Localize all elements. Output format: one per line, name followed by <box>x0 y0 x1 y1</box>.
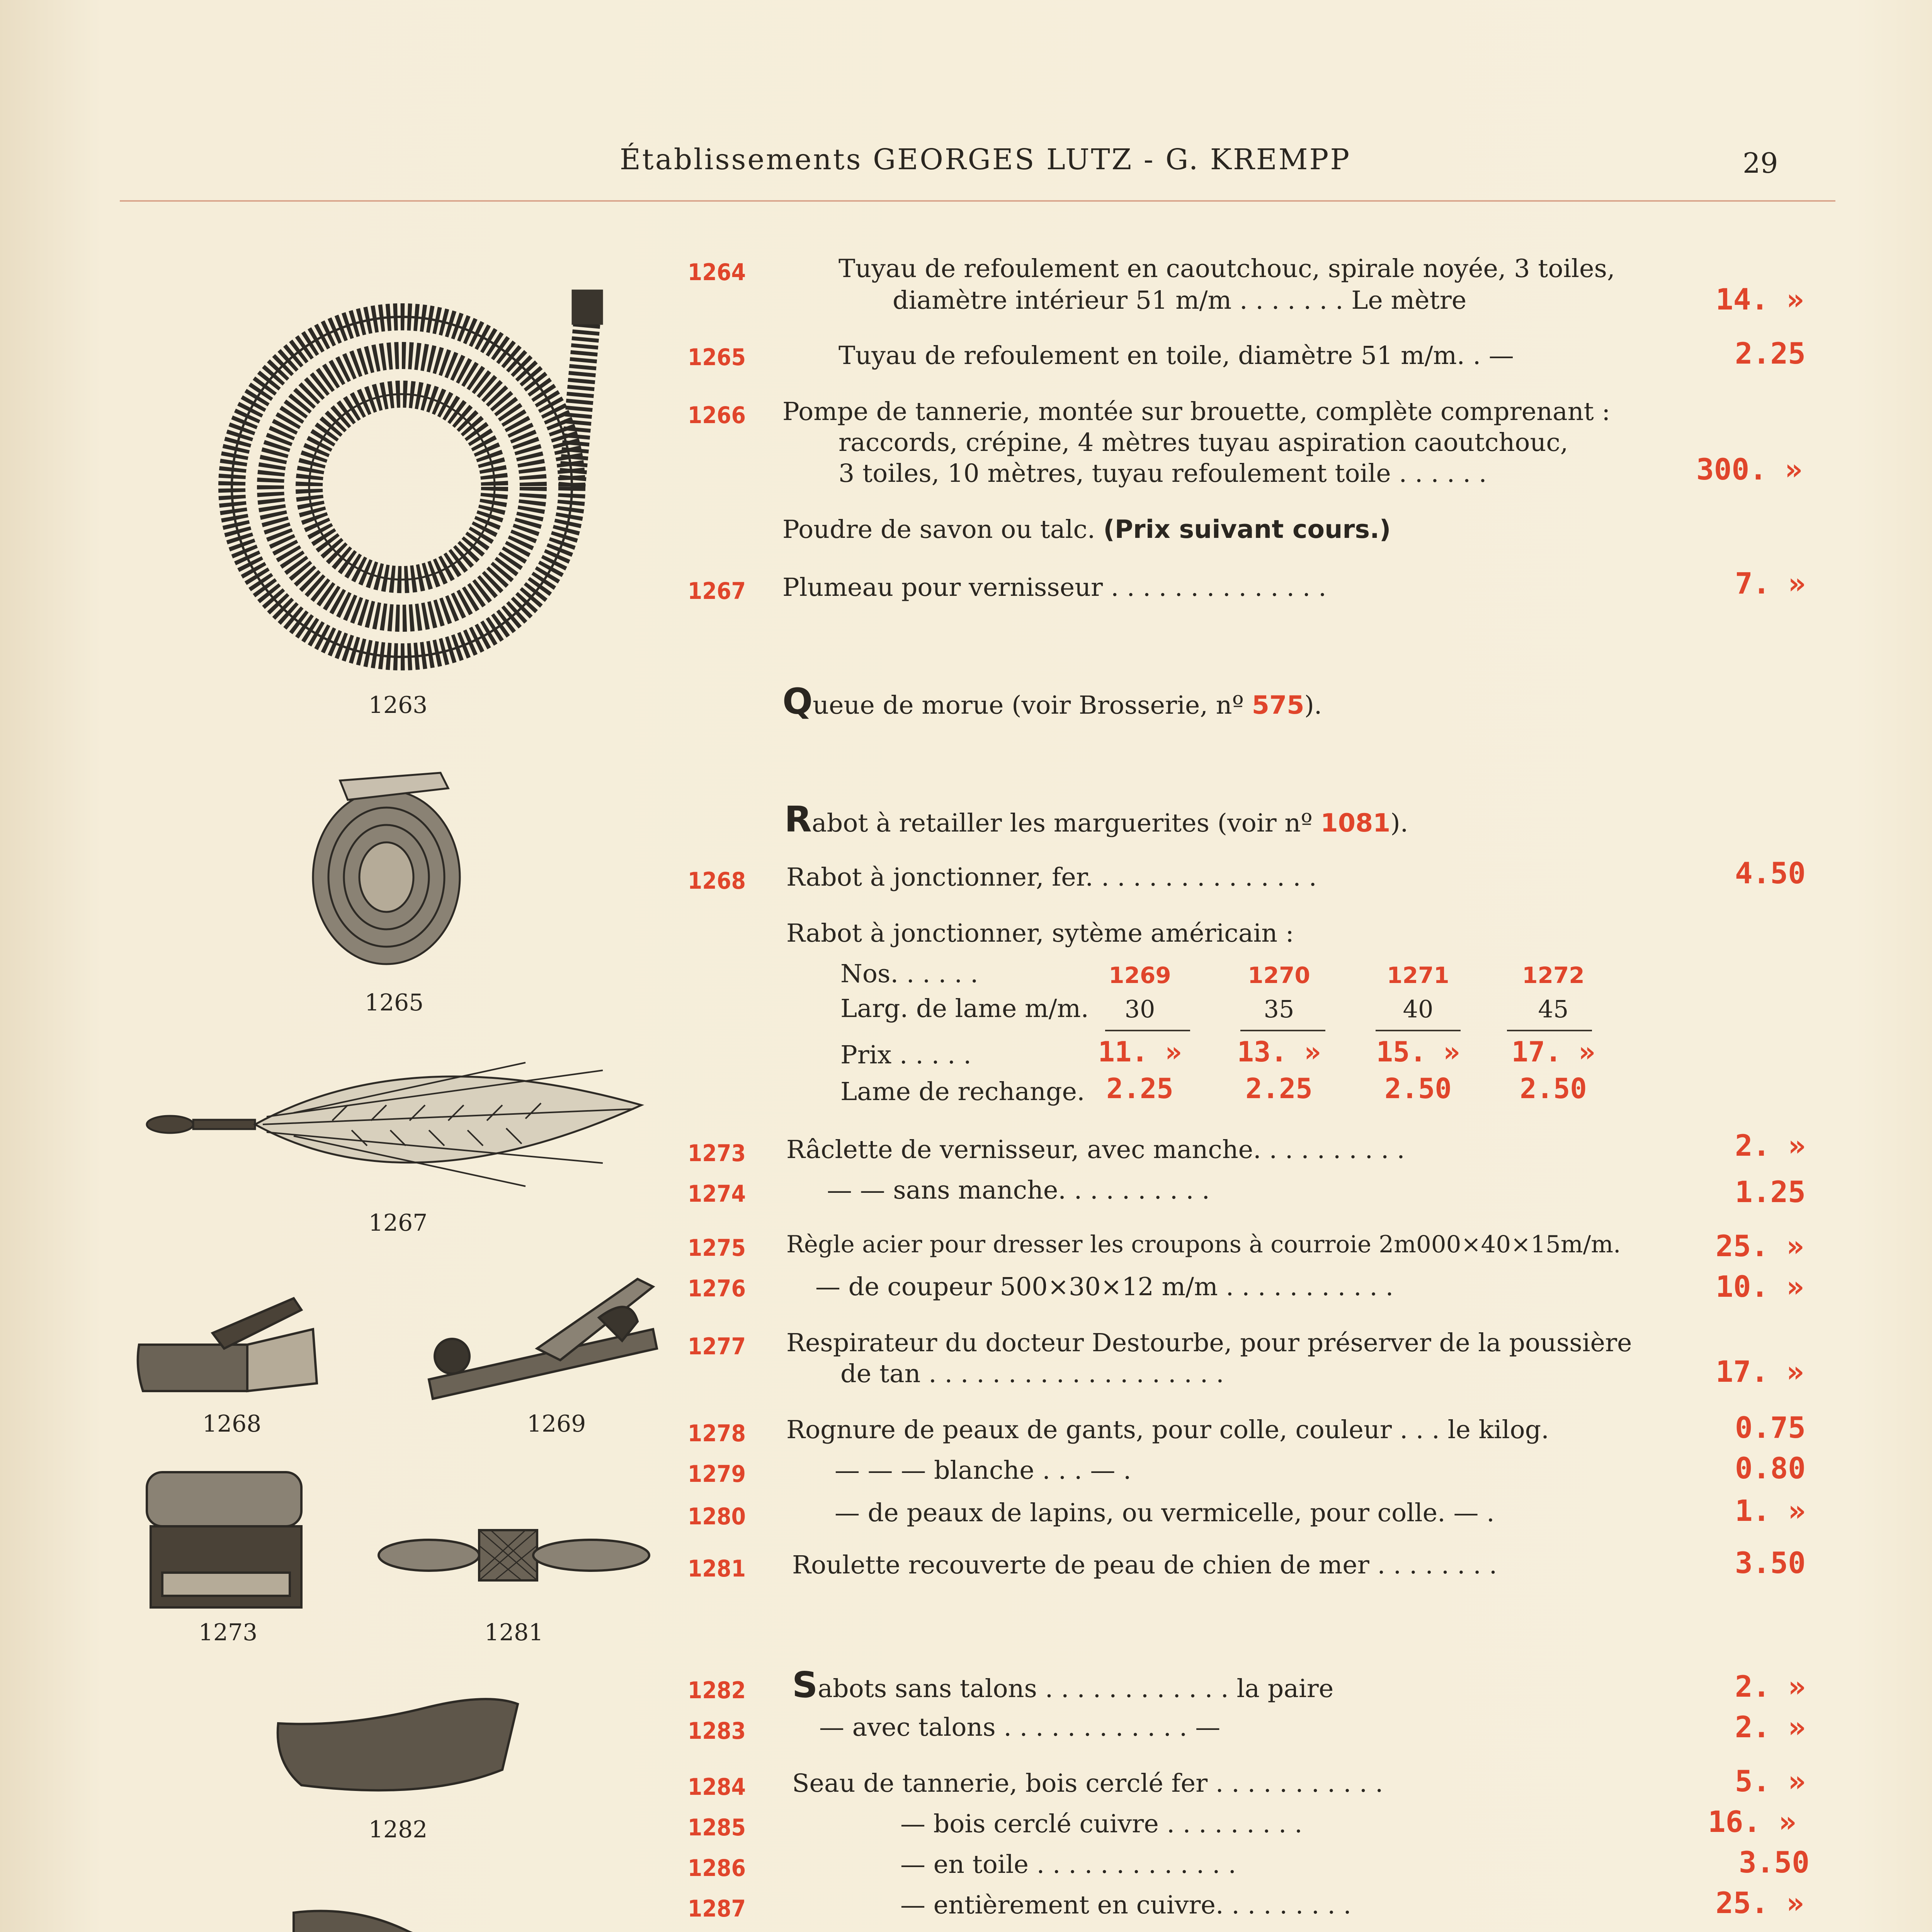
item-1280-text: — de peaux de lapins, ou vermicelle, pour colle. — . <box>835 1498 1495 1527</box>
item-1281-price: 3.50 <box>1735 1546 1806 1580</box>
table-col-no: 1272 <box>1522 962 1585 988</box>
queue-initial: Q <box>782 681 813 722</box>
rabot-ref-text: abot à retailler les marguerites (voir nº <box>811 809 1313 838</box>
item-1277-line1: Respirateur du docteur Destourbe, pour préserver de la poussière <box>786 1328 1632 1357</box>
item-1275-price: 25. » <box>1716 1229 1804 1263</box>
item-1277-price: 17. » <box>1716 1354 1804 1389</box>
item-number-1273: 1273 <box>687 1140 746 1167</box>
caption-1269: 1269 <box>527 1410 586 1437</box>
item-1284-price: 5. » <box>1735 1764 1806 1798</box>
item-1279-price: 0.80 <box>1735 1451 1806 1485</box>
item-1264-line2: diamètre intérieur 51 m/m . . . . . . . Le mètre <box>893 286 1467 315</box>
item-1266-line1: Pompe de tannerie, montée sur brouette, complète comprenant : <box>782 397 1611 426</box>
table-col-larg: 30 <box>1124 995 1155 1023</box>
item-number-1282: 1282 <box>687 1677 746 1704</box>
item-1265-text: Tuyau de refoulement en toile, diamètre 51 m/m. . — <box>838 341 1514 370</box>
item-1268-text: Rabot à jonctionner, fer. . . . . . . . . . . . . . . <box>786 863 1317 892</box>
sabots-initial: S <box>792 1664 818 1706</box>
item-number-1287: 1287 <box>687 1895 746 1922</box>
item-1268-price: 4.50 <box>1735 856 1806 890</box>
item-number-1268: 1268 <box>687 867 746 895</box>
item-number-1267: 1267 <box>687 578 746 605</box>
table-col-prix: 15. » <box>1376 1036 1460 1068</box>
item-1287-price: 25. » <box>1716 1886 1804 1920</box>
page-number: 29 <box>1743 147 1778 179</box>
item-1273-text: Râclette de vernisseur, avec manche. . . . . . . . . . <box>786 1135 1405 1164</box>
table-col-prix: 17. » <box>1511 1036 1595 1068</box>
table-col-no: 1270 <box>1248 962 1310 988</box>
item-1266-price: 300. » <box>1696 452 1803 486</box>
item-1264-line1: Tuyau de refoulement en caoutchouc, spirale noyée, 3 toiles, <box>838 254 1615 283</box>
caption-1273: 1273 <box>198 1619 258 1646</box>
item-1267-price: 7. » <box>1735 566 1806 600</box>
clog-heel-shape <box>294 1911 518 1932</box>
bench-plane-illustration <box>421 1264 661 1403</box>
poudre-note <box>782 514 1391 546</box>
table-row-larg-label: Larg. de lame m/m. <box>840 994 1089 1023</box>
table-col-larg: 45 <box>1538 995 1569 1023</box>
caption-1263: 1263 <box>368 692 428 719</box>
item-number-1277: 1277 <box>687 1333 746 1360</box>
item-1266-line2: raccords, crépine, 4 mètres tuyau aspiration caoutchouc, <box>838 428 1568 457</box>
clog-shape <box>278 1699 518 1790</box>
item-1275-text: Règle acier pour dresser les croupons à courroie 2m000×40×15m/m. <box>786 1231 1621 1258</box>
caption-1281: 1281 <box>484 1619 544 1646</box>
table-col-no: 1271 <box>1387 962 1449 988</box>
poudre-text: Poudre de savon ou talc. <box>782 515 1095 544</box>
table-col-no: 1269 <box>1109 962 1171 988</box>
feather-duster-illustration <box>139 1047 649 1209</box>
item-1277-line2: de tan . . . . . . . . . . . . . . . . . . . <box>840 1359 1224 1388</box>
item-1279-text: — — — blanche . . . — . <box>835 1456 1131 1485</box>
table-col-lame: 2.25 <box>1245 1072 1313 1105</box>
item-1267-text: Plumeau pour vernisseur . . . . . . . . . . . . . . <box>782 573 1327 602</box>
item-1282-text <box>792 1664 1334 1706</box>
clog-without-heel-illustration <box>270 1692 526 1801</box>
item-number-1281: 1281 <box>687 1555 746 1582</box>
item-1274-text: — — sans manche. . . . . . . . . . <box>827 1176 1210 1205</box>
sabots-text: abots sans talons . . . . . . . . . . . . la paire <box>818 1674 1334 1703</box>
item-number-1264: 1264 <box>687 259 746 286</box>
table-row-lame-label: Lame de rechange. <box>840 1077 1085 1106</box>
table-col-prix: 11. » <box>1098 1036 1182 1068</box>
item-number-1286: 1286 <box>687 1855 746 1882</box>
item-1278-text: Rognure de peaux de gants, pour colle, couleur . . . le kilog. <box>786 1415 1549 1444</box>
item-number-1274: 1274 <box>687 1180 746 1208</box>
table-col-prix: 13. » <box>1237 1036 1321 1068</box>
queue-ref-number[interactable]: 575 <box>1252 691 1304 720</box>
item-1282-price: 2. » <box>1735 1669 1806 1704</box>
caption-1282: 1282 <box>368 1816 428 1843</box>
item-number-1280: 1280 <box>687 1503 746 1530</box>
table-col-larg: 35 <box>1264 995 1294 1023</box>
queue-text: ueue de morue (voir Brosserie, nº <box>813 691 1244 720</box>
item-1283-text: — avec talons . . . . . . . . . . . . — <box>819 1713 1221 1742</box>
caption-1268: 1268 <box>202 1410 262 1437</box>
item-1280-price: 1. » <box>1735 1493 1806 1528</box>
item-number-1279: 1279 <box>687 1461 746 1488</box>
item-1284-text: Seau de tannerie, bois cerclé fer . . . . . . . . . . . <box>792 1769 1383 1798</box>
item-1276-text: — de coupeur 500×30×12 m/m . . . . . . . . . . . <box>815 1272 1394 1301</box>
rabot-americain-heading: Rabot à jonctionner, sytème américain : <box>786 919 1294 948</box>
rabot-ref-close: ). <box>1390 809 1408 838</box>
rabot-marguerites-ref <box>784 799 1408 840</box>
iron-plane-illustration <box>131 1294 332 1399</box>
item-1285-text: — bois cerclé cuivre . . . . . . . . . <box>900 1810 1303 1838</box>
table-col-lame: 2.50 <box>1384 1072 1452 1105</box>
item-number-1283: 1283 <box>687 1718 746 1745</box>
item-1264-price: 14. » <box>1716 282 1804 316</box>
table-rule <box>1507 1030 1592 1031</box>
flat-hose-roll-illustration <box>301 765 479 974</box>
table-row-prix-label: Prix . . . . . <box>840 1041 971 1070</box>
table-rule <box>1105 1030 1190 1031</box>
item-1265-price: 2.25 <box>1735 336 1806 371</box>
item-number-1276: 1276 <box>687 1275 746 1302</box>
item-1283-price: 2. » <box>1735 1710 1806 1744</box>
item-1274-price: 1.25 <box>1735 1175 1806 1209</box>
table-col-larg: 40 <box>1403 995 1434 1023</box>
item-number-1266: 1266 <box>687 402 746 429</box>
item-1286-text: — en toile . . . . . . . . . . . . . <box>900 1850 1236 1879</box>
item-1278-price: 0.75 <box>1735 1410 1806 1445</box>
queue-de-morue-ref <box>782 681 1322 722</box>
rabot-initial: R <box>784 799 812 840</box>
caption-1265: 1265 <box>364 989 424 1016</box>
table-row-nos-label: Nos. . . . . . <box>840 959 978 988</box>
queue-close: ). <box>1304 691 1322 720</box>
table-col-lame: 2.25 <box>1106 1072 1173 1105</box>
table-rule <box>1240 1030 1325 1031</box>
item-1276-price: 10. » <box>1716 1269 1804 1304</box>
clog-with-heel-illustration <box>286 1889 526 1932</box>
page-header: Établissements GEORGES LUTZ - G. KREMPP <box>619 143 1351 176</box>
item-1286-price: 3.50 <box>1739 1845 1810 1879</box>
item-1273-price: 2. » <box>1735 1128 1806 1163</box>
item-1281-text: Roulette recouverte de peau de chien de mer . . . . . . . . <box>792 1551 1497 1580</box>
rabot-ref-number[interactable]: 1081 <box>1320 809 1391 838</box>
table-col-lame: 2.50 <box>1520 1072 1587 1105</box>
item-1287-text: — entièrement en cuivre. . . . . . . . . <box>900 1891 1352 1920</box>
poudre-price-note: (Prix suivant cours.) <box>1103 515 1391 544</box>
item-number-1285: 1285 <box>687 1814 746 1841</box>
item-1266-line3: 3 toiles, 10 mètres, tuyau refoulement toile . . . . . . <box>838 459 1487 488</box>
caption-1267: 1267 <box>368 1209 428 1236</box>
item-number-1278: 1278 <box>687 1420 746 1447</box>
header-rule <box>120 200 1835 202</box>
scraper-illustration <box>139 1468 309 1615</box>
item-number-1265: 1265 <box>687 344 746 371</box>
table-rule <box>1376 1030 1461 1031</box>
roulette-illustration <box>375 1522 653 1584</box>
item-number-1284: 1284 <box>687 1774 746 1801</box>
hose-coil-illustration <box>201 270 626 688</box>
item-number-1275: 1275 <box>687 1235 746 1262</box>
item-1285-price: 16. » <box>1708 1804 1796 1839</box>
